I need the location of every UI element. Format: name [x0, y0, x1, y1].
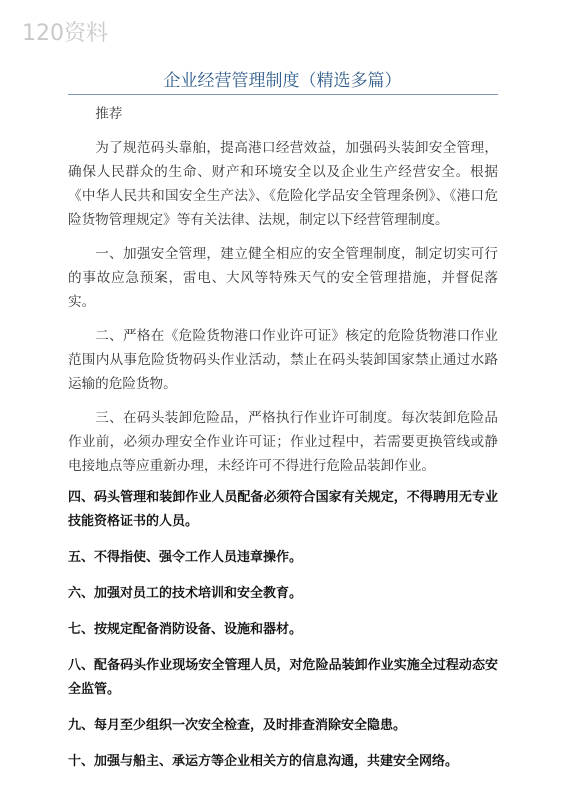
watermark: 120资料: [22, 21, 108, 46]
item-9-bold: 九、每月至少组织一次安全检查，及时排查消除安全隐患。: [68, 718, 407, 733]
item-6-bold: 六、加强对员工的技术培训和安全教育。: [68, 586, 303, 601]
item-8-bold: 八、配备码头作业现场安全管理人员，对危险品装卸作业实施全过程动态安全监管。: [68, 658, 498, 697]
item-5-bold: 五、不得指使、强令工作人员违章操作。: [68, 550, 303, 565]
item-7-bold: 七、按规定配备消防设备、设施和器材。: [68, 622, 303, 637]
recommend-label: 推荐: [95, 106, 123, 122]
document-title: 企业经营管理制度（精选多篇）: [163, 71, 402, 91]
document-body: [68, 102, 498, 774]
title-divider: [68, 94, 498, 95]
item-3-paragraph: 三、在码头装卸危险品，严格执行作业许可制度。每次装卸危险品作业前，必须办理安全作业许可证；作业过程中，若需要更换管线或静电接地点等应重新办理，未经许可不得进行危险品装卸作业。: [68, 410, 498, 474]
item-1-paragraph: 一、加强安全管理，建立健全相应的安全管理制度，制定切实可行的事故应急预案，雷电、大风等特殊天气的安全管理措施，并督促落实。: [68, 246, 498, 310]
intro-paragraph: 为了规范码头靠舶，提高港口经营效益，加强码头装卸安全管理，确保人民群众的生命、财产和环境安全以及企业生产经营安全。根据《中华人民共和国安全生产法》、《危险化学品安全管理条例》、《港口危险货物管理规定》等有关法律、法规，制定以下经营管理制度。: [68, 140, 498, 228]
item-4-bold: 四、码头管理和装卸作业人员配备必须符合国家有关规定，不得聘用无专业技能资格证书的人员。: [68, 490, 498, 529]
item-10-bold: 十、加强与船主、承运方等企业相关方的信息沟通，共建安全网络。: [68, 754, 459, 769]
item-2-paragraph: 二、严格在《危险货物港口作业许可证》核定的危险货物港口作业范围内从事危险货物码头作业活动，禁止在码头装卸国家禁止通过水路运输的危险货物。: [68, 328, 498, 392]
